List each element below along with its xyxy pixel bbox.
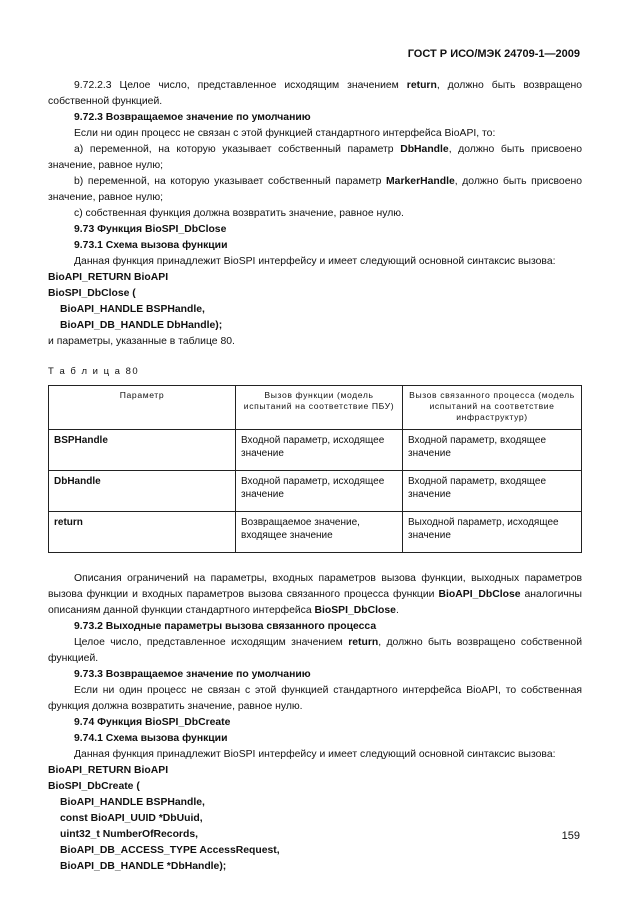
heading-9-74-1: 9.74.1 Схема вызова функции	[74, 733, 228, 744]
text: , должно быть возвращено собственной функцией.	[48, 80, 582, 107]
code-line: BioAPI_DB_HANDLE DbHandle);	[60, 320, 223, 331]
code-line: BioAPI_RETURN BioAPI	[48, 765, 169, 776]
keyword: return	[406, 80, 437, 91]
table-cell: Входной параметр, входящее значение	[403, 430, 582, 471]
code-line: BioSPI_DbClose (	[48, 288, 136, 299]
paragraph-9-72-2-3	[48, 78, 582, 110]
code-line: BioAPI_DB_ACCESS_TYPE AccessRequest,	[60, 845, 280, 856]
table-cell: Входной параметр, исходящее значение	[236, 471, 403, 512]
table-cell: BSPHandle	[49, 430, 236, 471]
code-line: uint32_t NumberOfRecords,	[60, 829, 198, 840]
keyword: MarkerHandle	[386, 176, 455, 187]
heading-9-73-3: 9.73.3 Возвращаемое значение по умолчанию	[74, 669, 311, 680]
heading-9-73-1: 9.73.1 Схема вызова функции	[74, 240, 228, 251]
table-header-row	[49, 386, 582, 430]
code-line: BioAPI_DB_HANDLE *DbHandle);	[60, 861, 227, 872]
page-number: 159	[561, 830, 580, 842]
code-line: BioAPI_RETURN BioAPI	[48, 272, 169, 283]
document-header: ГОСТ Р ИСО/МЭК 24709-1—2009	[407, 48, 580, 60]
code-line: BioAPI_HANDLE BSPHandle,	[60, 304, 205, 315]
paragraph-params-ref: и параметры, указанные в таблице 80.	[48, 336, 235, 347]
heading-9-74: 9.74 Функция BioSPI_DbCreate	[74, 717, 231, 728]
text: Описания ограничений на параметры, входных параметров вызова функции, выходных параметров вызова функции и входных параметров вызова связанного процесса функции	[48, 573, 582, 600]
page-content	[48, 78, 582, 875]
list-item-b	[48, 174, 582, 206]
keyword: DbHandle	[400, 144, 449, 155]
table-cell: Входной параметр, исходящее значение	[236, 430, 403, 471]
code-line: BioAPI_HANDLE BSPHandle,	[60, 797, 205, 808]
column-header: Вызов функции (модель испытаний на соответствие ПБУ)	[236, 386, 403, 430]
table-cell: Входной параметр, входящее значение	[403, 471, 582, 512]
heading-9-73: 9.73 Функция BioSPI_DbClose	[74, 224, 227, 235]
list-item-c: с) собственная функция должна возвратить значение, равное нулю.	[74, 208, 404, 219]
heading-9-72-3: 9.72.3 Возвращаемое значение по умолчанию	[74, 112, 311, 123]
keyword: BioSPI_DbClose	[314, 605, 396, 616]
code-line: const BioAPI_UUID *DbUuid,	[60, 813, 203, 824]
text: Целое число, представленное исходящим значением	[74, 637, 349, 648]
paragraph-no-process: Если ни один процесс не связан с этой функцией стандартного интерфейса BioAPI, то:	[74, 128, 496, 139]
table-row	[49, 512, 582, 553]
paragraph-constraints	[48, 571, 582, 619]
table-cell: return	[49, 512, 236, 553]
paragraph-syntax-intro-2: Данная функция принадлежит BioSPI интерфейсу и имеет следующий основной синтаксис вызова:	[74, 749, 556, 760]
parameters-table	[48, 385, 582, 553]
paragraph-return-value	[48, 635, 582, 667]
code-line: BioSPI_DbCreate (	[48, 781, 140, 792]
text: , должно быть присвоено значение, равное нулю;	[48, 176, 582, 203]
text: а) переменной, на которую указывает собственный параметр	[74, 144, 401, 155]
table-caption: Т а б л и ц а 80	[48, 366, 140, 377]
keyword: BioAPI_DbClose	[438, 589, 521, 600]
table-row	[49, 471, 582, 512]
text: , должно быть возвращено собственной функцией.	[48, 637, 582, 664]
table-cell: Возвращаемое значение, входящее значение	[236, 512, 403, 553]
column-header: Параметр	[49, 386, 236, 430]
text: аналогичны описаниям данной функции стандартного интерфейса	[48, 589, 582, 616]
keyword: return	[348, 637, 379, 648]
text: 9.72.2.3 Целое число, представленное исходящим значением	[74, 80, 407, 91]
text: b) переменной, на которую указывает собственный параметр	[74, 176, 387, 187]
table-row	[49, 430, 582, 471]
list-item-a	[48, 142, 582, 174]
text: .	[395, 605, 399, 616]
table-cell: Выходной параметр, исходящее значение	[403, 512, 582, 553]
table-cell: DbHandle	[49, 471, 236, 512]
text: , должно быть присвоено значение, равное нулю;	[48, 144, 582, 171]
heading-9-73-2: 9.73.2 Выходные параметры вызова связанного процесса	[74, 621, 377, 632]
paragraph-syntax-intro: Данная функция принадлежит BioSPI интерфейсу и имеет следующий основной синтаксис вызова:	[74, 256, 556, 267]
paragraph-default-return: Если ни один процесс не связан с этой функцией стандартного интерфейса BioAPI, то собственная функция должна возвратить значение, равное нулю.	[48, 685, 582, 712]
column-header: Вызов связанного процесса (модель испытаний на соответствие инфраструктур)	[403, 386, 582, 430]
